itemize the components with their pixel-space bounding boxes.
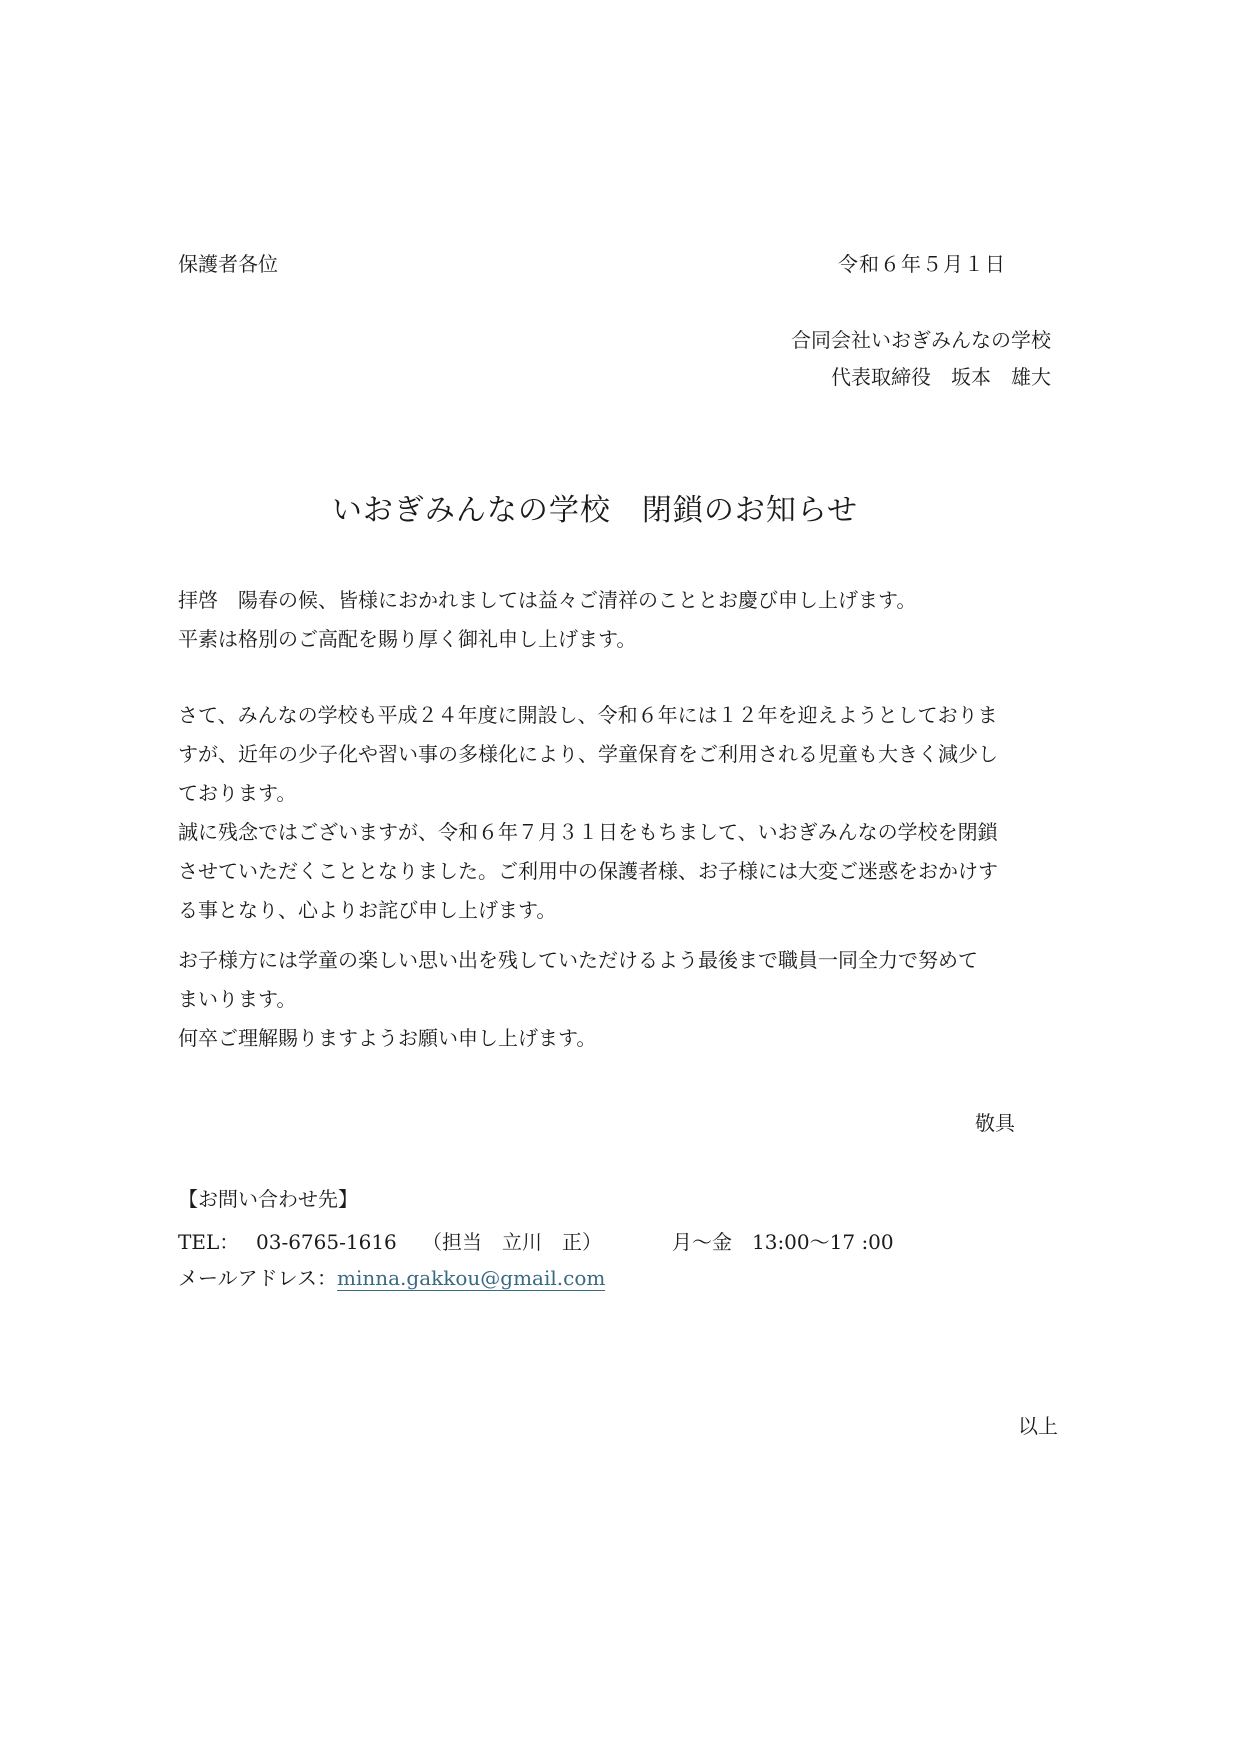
contact-phone-row (178, 1226, 894, 1255)
body-line: 平素は格別のご高配を賜り厚く御礼申し上げます。 (178, 627, 637, 651)
email-label: メールアドレス： (178, 1266, 337, 1290)
body-line: すが、近年の少子化や習い事の多様化により、学童保育をご利用される児童も大きく減少し (178, 742, 998, 766)
body-line: 誠に残念ではございますが、令和６年７月３１日をもちまして、いおぎみんなの学校を閉鎖 (178, 820, 998, 844)
closing-word: 敬具 (975, 1111, 1015, 1135)
body-line: 拝啓 陽春の候、皆様におかれましては益々ご清祥のこととお慶び申し上げます。 (178, 588, 917, 612)
sender-block (791, 322, 1051, 396)
body-line: さて、みんなの学校も平成２４年度に開設し、令和６年には１２年を迎えようとしておりま (178, 703, 998, 727)
tel-label: TEL： (178, 1230, 240, 1254)
recipient: 保護者各位 (178, 252, 278, 276)
contact-email-row (178, 1262, 605, 1291)
paragraph-greeting (178, 581, 1060, 659)
body-line: させていただくこととなりました。ご利用中の保護者様、お子様には大変ご迷惑をおかけす (178, 859, 998, 883)
end-mark: 以上 (1018, 1414, 1058, 1438)
contact-person: （担当 立川 正） (422, 1230, 602, 1254)
office-hours: 月～金 13:00～17 :00 (672, 1230, 894, 1254)
company-name: 合同会社いおぎみんなの学校 (791, 328, 1051, 352)
body-line: ております。 (178, 781, 297, 805)
representative-name: 代表取締役 坂本 雄大 (831, 365, 1051, 389)
date: 令和６年５月１日 (838, 252, 1006, 276)
body-line: お子様方には学童の楽しい思い出を残していただけるよう最後まで職員一同全力で努めて (178, 948, 978, 972)
email-link[interactable]: minna.gakkou@gmail.com (337, 1266, 606, 1290)
body-line: 何卒ご理解賜りますようお願い申し上げます。 (178, 1026, 597, 1050)
body-line: まいります。 (178, 987, 297, 1011)
paragraph-closing-remarks (178, 941, 1060, 1058)
document-title: いおぎみんなの学校 閉鎖のお知らせ (331, 493, 859, 528)
body-line: る事となり、心よりお詫び申し上げます。 (178, 898, 557, 922)
contact-heading: 【お問い合わせ先】 (178, 1187, 358, 1211)
tel-number[interactable]: 03-6765-1616 (256, 1230, 397, 1254)
paragraph-announcement (178, 696, 1060, 930)
